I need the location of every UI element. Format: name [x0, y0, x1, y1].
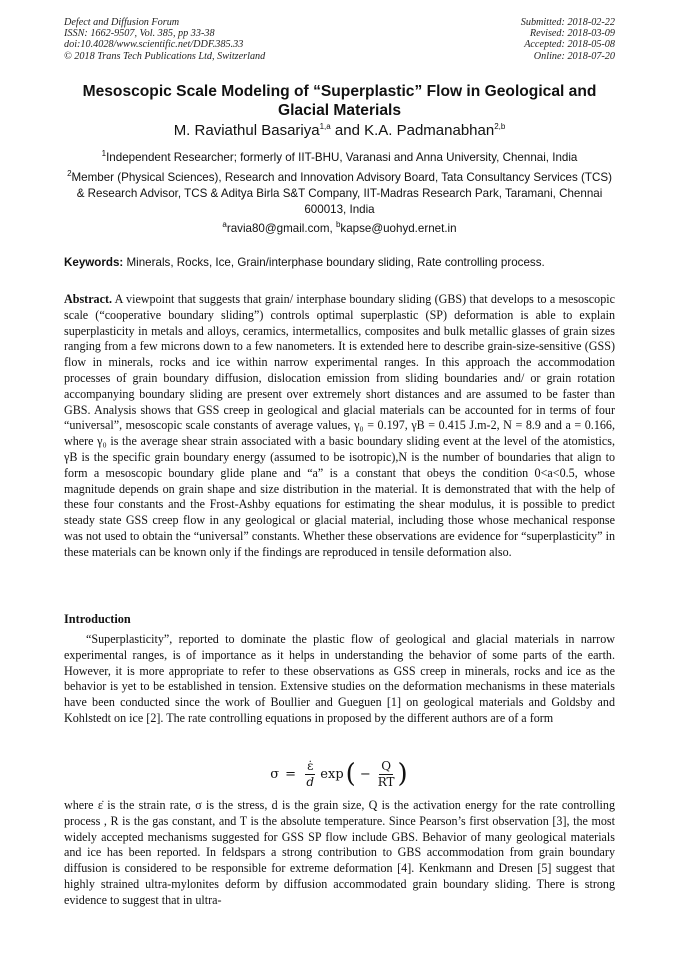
email-a-sup: a [222, 220, 227, 230]
date-online: Online: 2018-07-20 [533, 50, 615, 62]
author-2: K.A. Padmanabhan [364, 122, 495, 139]
eq-fraction-den: d [306, 774, 315, 789]
author-line [64, 122, 615, 139]
email-b-sup: b [335, 220, 341, 230]
keywords-text: Minerals, Rocks, Ice, Grain/interphase boundary sliding, Rate controlling process. [123, 256, 545, 269]
journal-info [64, 17, 265, 62]
eq-lhs: σ [270, 766, 280, 782]
journal-name: Defect and Diffusion Forum [64, 17, 180, 28]
paper-title: Mesoscopic Scale Modeling of “Superplastic” Flow in Geological and Glacial Materials [82, 83, 597, 119]
eq-fraction [305, 759, 315, 790]
abstract [64, 292, 615, 561]
journal-doi: doi:10.4028/www.scientific.net/DDF.385.33 [64, 39, 244, 51]
eq-minus: − [359, 766, 371, 782]
email-line [64, 221, 615, 237]
eq-fraction-num: ε̇ [307, 758, 314, 773]
eq-inner-den: RT [377, 774, 395, 789]
affiliation-1-text: Independent Researcher; formerly of IIT-BHU, Varanasi and Anna University, Chennai, India [106, 151, 578, 164]
author-1-sup: 1,a [319, 122, 331, 131]
affiliation-1-sup: 1 [101, 149, 107, 159]
date-revised: Revised: 2018-03-09 [529, 28, 615, 40]
eq-exp: exp [320, 766, 344, 782]
affiliation-2 [64, 170, 615, 218]
journal-issn: ISSN: 1662-9507, Vol. 385, pp 33-38 [64, 28, 215, 40]
eq-paren-right: ) [397, 759, 408, 789]
author-2-sup: 2,b [494, 122, 506, 131]
affiliation-1 [64, 150, 615, 166]
introduction-paragraph-2: where ε̇ is the strain rate, σ is the stress, d is the grain size, Q is the activation energy for the rate controlling process , R is the gas constant, and T is the absolute temperature. Since Pearson’s first observation [3], the most widely accepted mechanisms suggested for GSS SP flow include GBS. Behavior of many geological materials and ice has been reported. In feldspars a strong contribution to GBS accommodation from grain boundary diffusion is considered to be responsible for extreme deformation [4]. Kenkmann and Dresen [5] suggest that highly strained ultra-mylonites deform by diffusion accommodated grain boundary sliding. There is strong evidence to suggest that in ultra- [64, 798, 615, 907]
keywords [64, 256, 615, 269]
keywords-label: Keywords: [64, 256, 124, 269]
abstract-text: A viewpoint that suggests that grain/ interphase boundary sliding (GBS) that develops to a mesoscopic scale (“cooperative boundary sliding”) controls optimal superplastic (SP) deformation is able to explain superplasticity in metals and alloys, ceramics, intermetallics, composites and bulk metallic glasses of grain sizes ranging from a few microns down to a few nanometers. It is extended here to describe grain-size-sensitive (GSS) flow in minerals, rocks and ice within narrow experimental ranges. In this approach the accommodation processes of grain boundary diffusion, dislocation emission from sliding boundaries and/ or grain rotation accompanying boundary sliding are present over extremely short distances and are assumed to be faster than GBS. Analysis shows that GSS creep in geological and glacial materials can be accounted for in terms of four “universal”, mesoscopic scale constants of average values, γ₀ = 0.197, γB = 0.415 J.m-2, N = 8.9 and a = 0.166, where γ₀ is the average shear strain associated with a basic boundary sliding event at the level of the atomistics, γB is the specific grain boundary energy (assumed to be isotropic),N is the number of boundaries that align to form a mesoscopic boundary glide plane and “a” is a constant that obeys the condition 0<a<0.5, whose magnitude depends on grain shape and size distribution in the material. It is demonstrated that with the help of these four constants and the Frost-Ashby equations for estimating the shear modulus, it is possible to predict steady state GSS creep flow in any geological or glacial material, including those whose mechanical response was not used to obtain the “universal” constants. Whether these observations are evidence for “superplasticity” in these materials can be known only if the findings are reproduced in tensile deformation also. [64, 292, 615, 559]
email-b[interactable]: kapse@uohyd.ernet.in [340, 222, 457, 235]
introduction-heading: Introduction [64, 612, 131, 626]
affiliation-2-sup: 2 [67, 169, 72, 179]
eq-paren-left: ( [345, 759, 356, 789]
rate-equation [0, 752, 678, 796]
author-and: and [330, 122, 365, 139]
eq-inner-num: Q [381, 758, 392, 773]
journal-copyright: © 2018 Trans Tech Publications Ltd, Switzerland [64, 50, 266, 62]
date-accepted: Accepted: 2018-05-08 [524, 39, 615, 51]
eq-inner-fraction [378, 759, 395, 790]
eq-equals: = [285, 766, 297, 782]
author-1: M. Raviathul Basariya [173, 122, 320, 139]
submission-dates [521, 17, 615, 62]
abstract-label: Abstract. [64, 292, 113, 306]
affiliation-2-text: Member (Physical Sciences), Research and Innovation Advisory Board, Tata Consultancy Services (TCS) & Research Advisor, TCS & Aditya Birla S&T Company, IIT-Madras Research Park, Taramani, Chennai 600013, India [71, 171, 612, 216]
introduction-paragraph-1: “Superplasticity”, reported to dominate the plastic flow of geological and glacial materials in narrow experimental ranges, is of importance as it helps in understanding the behavior of some parts of the earth. However, it is more appropriate to refer to these observations as GSS creep in minerals, rocks and ice as the behavior is yet to be established in tension. Extensive studies on the deformation mechanisms in these materials have been conducted since the work of Boullier and Gueguen [1] on geological materials and Goldsby and Kohlstedt on ice [2]. The rate controlling equations in proposed by the different authors are of a form [64, 632, 615, 725]
date-submitted: Submitted: 2018-02-22 [520, 17, 615, 28]
email-a[interactable]: ravia80@gmail.com, [226, 222, 336, 235]
